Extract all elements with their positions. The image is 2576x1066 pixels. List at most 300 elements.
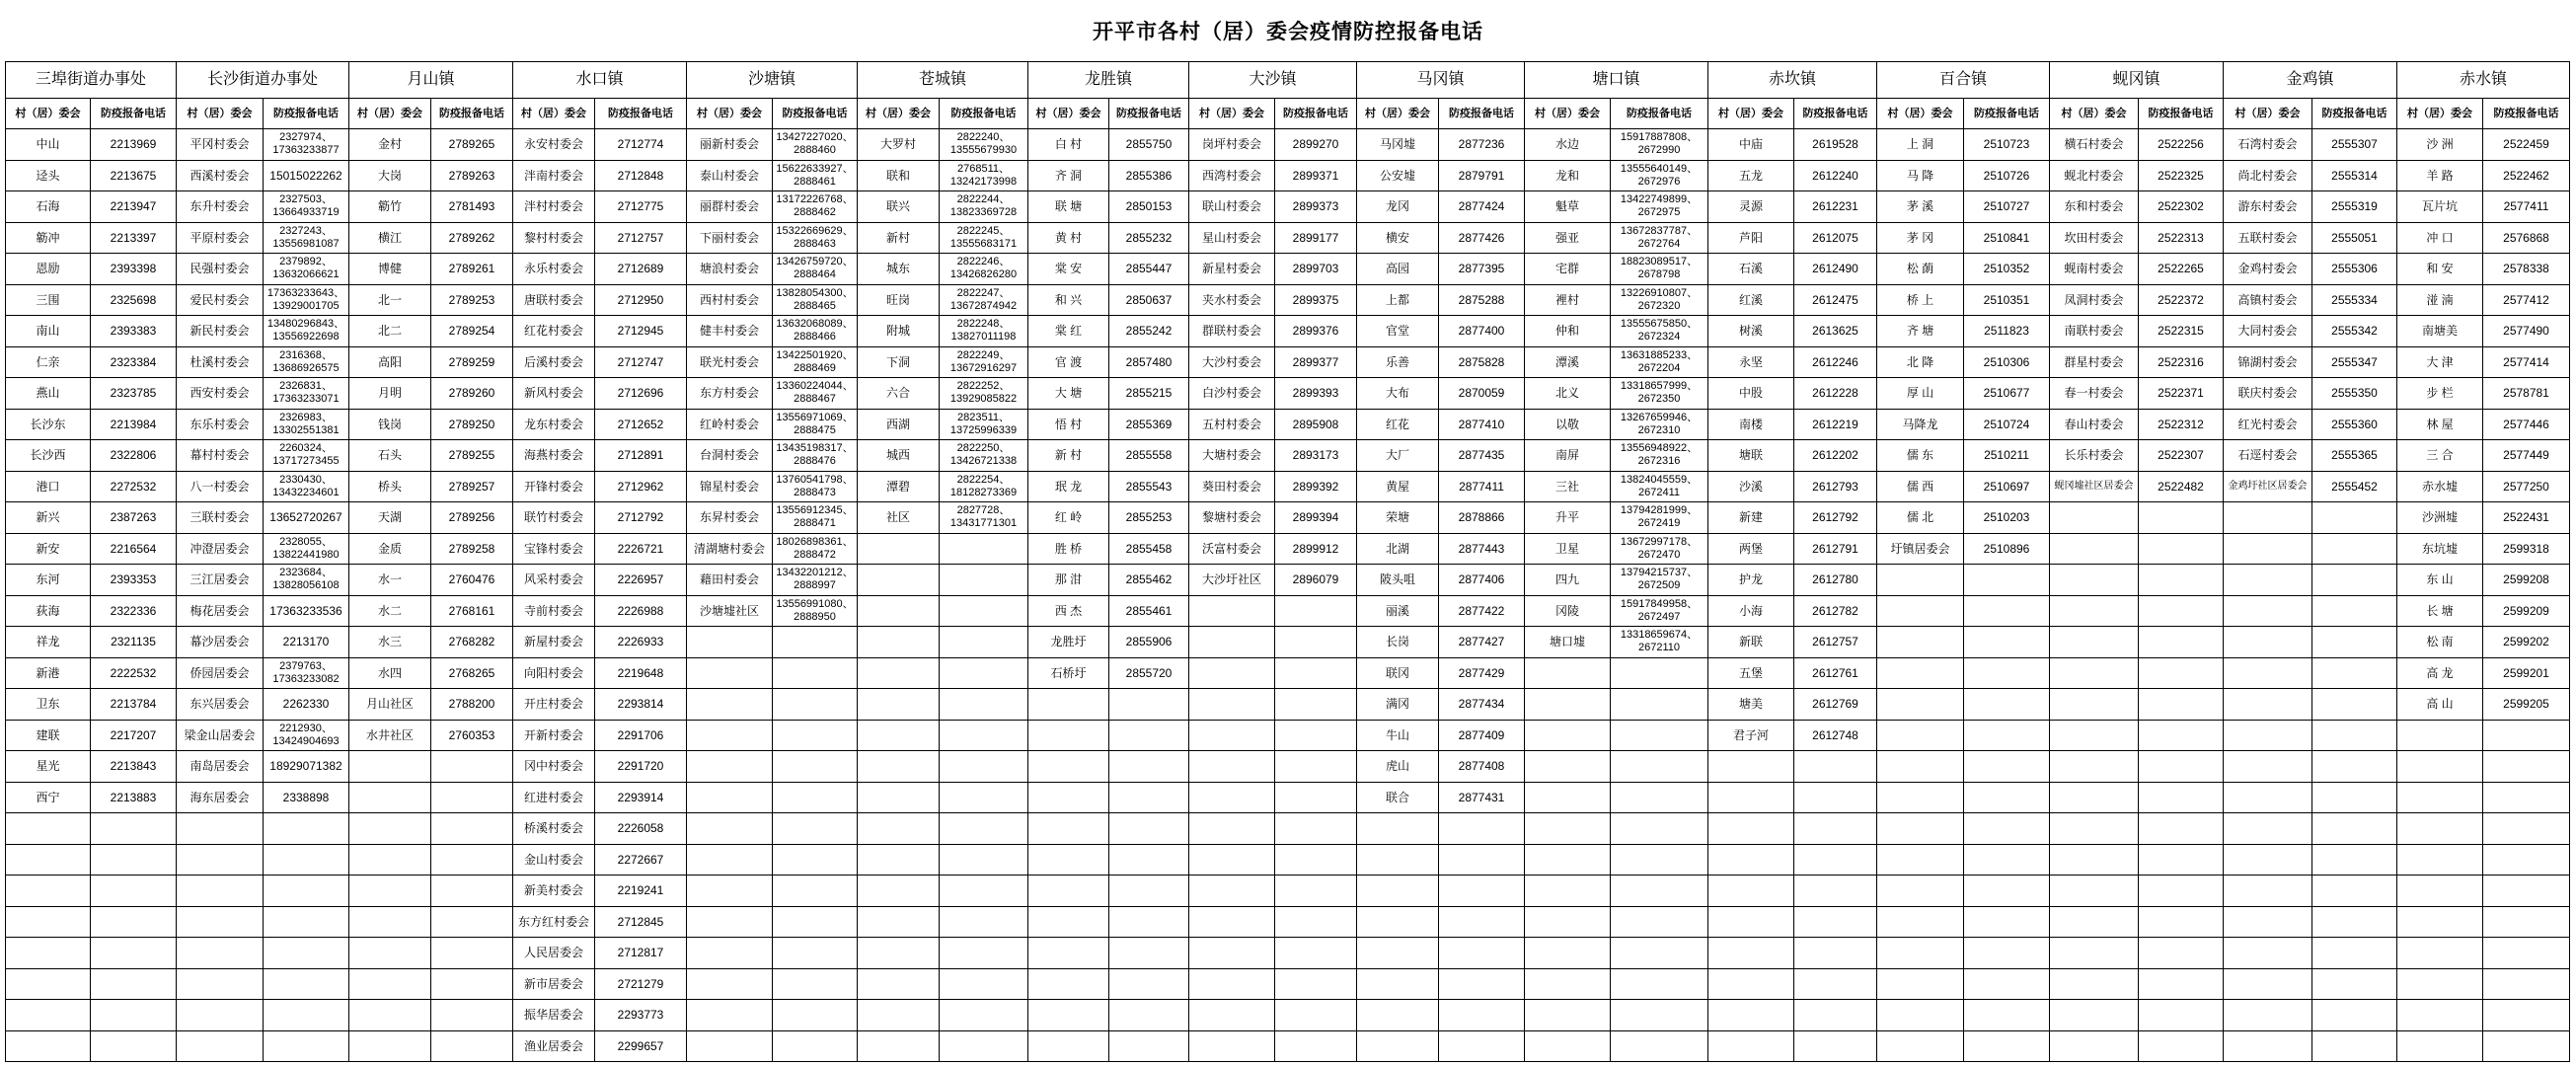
empty-cell: [858, 876, 940, 907]
village-name-cell: 北湖: [1357, 534, 1439, 566]
empty-cell: [2224, 813, 2312, 845]
empty-cell: [2483, 907, 2570, 939]
empty-cell: [2224, 969, 2312, 1001]
empty-cell: [940, 721, 1028, 752]
empty-cell: [1611, 751, 1708, 783]
empty-cell: [1109, 876, 1189, 907]
phone-cell: 2877426: [1439, 223, 1525, 255]
village-name-cell: 新星村委会: [1189, 254, 1275, 285]
phone-cell: 2899392: [1275, 472, 1357, 503]
phone-cell: 2712891: [595, 440, 687, 472]
empty-cell: [2224, 689, 2312, 721]
village-name-cell: 茅 冈: [1877, 223, 1964, 255]
empty-cell: [1964, 876, 2050, 907]
empty-cell: [1439, 969, 1525, 1001]
column-header-phone: 防疫报备电话: [595, 99, 687, 129]
phone-cell: 2877400: [1439, 316, 1525, 347]
column-header-village: 村（居）委会: [2050, 99, 2139, 129]
empty-cell: [6, 969, 91, 1001]
empty-cell: [1189, 751, 1275, 783]
empty-cell: [1964, 845, 2050, 876]
village-name-cell: 珉 龙: [1028, 472, 1109, 503]
phone-cell: 2789259: [431, 347, 513, 379]
village-name-cell: 星山村委会: [1189, 223, 1275, 255]
village-name-cell: 永坚: [1708, 347, 1794, 379]
empty-cell: [1611, 938, 1708, 969]
phone-cell: 2226957: [595, 565, 687, 596]
empty-cell: [1439, 845, 1525, 876]
village-name-cell: 桥头: [349, 472, 431, 503]
village-name-cell: 卫东: [6, 689, 91, 721]
section-header: 塘口镇: [1525, 62, 1708, 99]
phone-cell: 2577414: [2483, 347, 2570, 379]
column-header-village: 村（居）委会: [1357, 99, 1439, 129]
empty-cell: [1109, 751, 1189, 783]
phone-cell: 2226988: [595, 596, 687, 628]
empty-cell: [1028, 783, 1109, 814]
empty-cell: [1877, 783, 1964, 814]
phone-cell: 2510726: [1964, 161, 2050, 192]
phone-cell: 2387263: [91, 502, 177, 534]
section-header: 水口镇: [513, 62, 687, 99]
column-header-village: 村（居）委会: [513, 99, 595, 129]
village-name-cell: 东和村委会: [2050, 191, 2139, 223]
village-name-cell: 金鸡村委会: [2224, 254, 2312, 285]
phone-cell: 2712689: [595, 254, 687, 285]
phone-cell: 2599201: [2483, 658, 2570, 690]
village-name-cell: 满冈: [1357, 689, 1439, 721]
phone-cell: 2895908: [1275, 410, 1357, 441]
village-name-cell: 燕山: [6, 378, 91, 410]
phone-cell: 2599318: [2483, 534, 2570, 566]
phone-cell: 2379763、17363233082: [264, 658, 349, 690]
empty-cell: [2312, 596, 2397, 628]
empty-cell: [858, 1031, 940, 1063]
empty-cell: [2139, 596, 2224, 628]
phone-cell: 15322669629、2888463: [773, 223, 858, 255]
phone-cell: 2323384: [91, 347, 177, 379]
phone-cell: 2599209: [2483, 596, 2570, 628]
page-title: 开平市各村（居）委会疫情防控报备电话: [1093, 21, 1483, 43]
phone-cell: 2293814: [595, 689, 687, 721]
empty-cell: [2139, 534, 2224, 566]
village-name-cell: 水井社区: [349, 721, 431, 752]
empty-cell: [1877, 907, 1964, 939]
empty-cell: [1028, 813, 1109, 845]
empty-cell: [1109, 969, 1189, 1001]
phone-cell: 15015022262: [264, 161, 349, 192]
village-name-cell: 龙胜圩: [1028, 627, 1109, 658]
phone-cell: 2768161: [431, 596, 513, 628]
empty-cell: [940, 783, 1028, 814]
empty-cell: [2312, 876, 2397, 907]
village-name-cell: 裡村: [1525, 285, 1611, 317]
phone-cell: 2899373: [1275, 191, 1357, 223]
village-name-cell: 高 山: [2397, 689, 2483, 721]
phone-cell: 2712652: [595, 410, 687, 441]
empty-cell: [2224, 751, 2312, 783]
empty-cell: [687, 721, 773, 752]
empty-cell: [1525, 813, 1611, 845]
village-name-cell: 上 洞: [1877, 129, 1964, 161]
phone-cell: 2510896: [1964, 534, 2050, 566]
empty-cell: [940, 813, 1028, 845]
phone-cell: 2822249、13672916297: [940, 347, 1028, 379]
phone-cell: 2213969: [91, 129, 177, 161]
phone-cell: 2613625: [1794, 316, 1877, 347]
village-name-cell: 沙洲墟: [2397, 502, 2483, 534]
phone-cell: 2899376: [1275, 316, 1357, 347]
village-name-cell: 社区: [858, 502, 940, 534]
phone-cell: 2612780: [1794, 565, 1877, 596]
village-name-cell: 升平: [1525, 502, 1611, 534]
village-name-cell: 群星村委会: [2050, 347, 2139, 379]
phone-cell: 2299657: [595, 1031, 687, 1063]
phone-cell: 2855232: [1109, 223, 1189, 255]
village-name-cell: 三江居委会: [177, 565, 264, 596]
phone-cell: 2213883: [91, 783, 177, 814]
phone-cell: 2822246、13426826280: [940, 254, 1028, 285]
phone-cell: 2213843: [91, 751, 177, 783]
empty-cell: [177, 845, 264, 876]
empty-cell: [687, 969, 773, 1001]
empty-cell: [177, 907, 264, 939]
empty-cell: [1275, 813, 1357, 845]
empty-cell: [91, 1000, 177, 1031]
phone-cell: 2619528: [1794, 129, 1877, 161]
village-name-cell: 中庙: [1708, 129, 1794, 161]
phone-cell: 2510306: [1964, 347, 2050, 379]
empty-cell: [2139, 938, 2224, 969]
empty-cell: [2397, 938, 2483, 969]
phone-cell: 2822250、13426721338: [940, 440, 1028, 472]
phone-cell: 2522371: [2139, 378, 2224, 410]
phone-cell: 2599205: [2483, 689, 2570, 721]
empty-cell: [6, 813, 91, 845]
phone-cell: 2577449: [2483, 440, 2570, 472]
empty-cell: [1028, 1031, 1109, 1063]
empty-cell: [940, 845, 1028, 876]
empty-cell: [6, 876, 91, 907]
village-name-cell: 新安: [6, 534, 91, 566]
empty-cell: [1877, 565, 1964, 596]
empty-cell: [2050, 783, 2139, 814]
empty-cell: [1877, 627, 1964, 658]
village-name-cell: 八一村委会: [177, 472, 264, 503]
empty-cell: [2139, 845, 2224, 876]
village-name-cell: 开庄村委会: [513, 689, 595, 721]
empty-cell: [1964, 596, 2050, 628]
phone-cell: 2877427: [1439, 627, 1525, 658]
phone-cell: 2875828: [1439, 347, 1525, 379]
empty-cell: [2050, 751, 2139, 783]
phone-cell: 2578781: [2483, 378, 2570, 410]
empty-cell: [1794, 1031, 1877, 1063]
village-name-cell: 大同村委会: [2224, 316, 2312, 347]
empty-cell: [431, 969, 513, 1001]
empty-cell: [2312, 969, 2397, 1001]
empty-cell: [1275, 1031, 1357, 1063]
empty-cell: [773, 658, 858, 690]
empty-cell: [773, 938, 858, 969]
village-name-cell: 官堂: [1357, 316, 1439, 347]
section-header: 蚬冈镇: [2050, 62, 2224, 99]
village-name-cell: 城东: [858, 254, 940, 285]
empty-cell: [1275, 751, 1357, 783]
village-name-cell: 唐联村委会: [513, 285, 595, 317]
empty-cell: [1109, 907, 1189, 939]
village-name-cell: 和 兴: [1028, 285, 1109, 317]
village-name-cell: 凤洞村委会: [2050, 285, 2139, 317]
village-name-cell: 联山村委会: [1189, 191, 1275, 223]
village-name-cell: 石溪: [1708, 254, 1794, 285]
village-name-cell: 水二: [349, 596, 431, 628]
empty-cell: [2050, 627, 2139, 658]
empty-cell: [858, 689, 940, 721]
phone-cell: 2272667: [595, 845, 687, 876]
phone-cell: 13432201212、2888997: [773, 565, 858, 596]
village-name-cell: 塘浪村委会: [687, 254, 773, 285]
phone-cell: 13427227020、2888460: [773, 129, 858, 161]
empty-cell: [2312, 1031, 2397, 1063]
phone-cell: 2789258: [431, 534, 513, 566]
empty-cell: [2397, 783, 2483, 814]
village-name-cell: 东兴居委会: [177, 689, 264, 721]
column-header-village: 村（居）委会: [1708, 99, 1794, 129]
phone-cell: 2260324、13717273455: [264, 440, 349, 472]
village-name-cell: 游东村委会: [2224, 191, 2312, 223]
village-name-cell: 赤水墟: [2397, 472, 2483, 503]
empty-cell: [2050, 721, 2139, 752]
village-name-cell: 红花村委会: [513, 316, 595, 347]
empty-cell: [1611, 1000, 1708, 1031]
phone-cell: 2522316: [2139, 347, 2224, 379]
village-name-cell: 红进村委会: [513, 783, 595, 814]
phone-cell: 2293914: [595, 783, 687, 814]
village-name-cell: 君子河: [1708, 721, 1794, 752]
village-name-cell: 新港: [6, 658, 91, 690]
empty-cell: [177, 813, 264, 845]
village-name-cell: 三 合: [2397, 440, 2483, 472]
village-name-cell: 魁草: [1525, 191, 1611, 223]
column-header-village: 村（居）委会: [2224, 99, 2312, 129]
phone-cell: 13794215737、2672509: [1611, 565, 1708, 596]
empty-cell: [1189, 813, 1275, 845]
empty-cell: [264, 813, 349, 845]
phone-cell: 2712775: [595, 191, 687, 223]
phone-cell: 2219241: [595, 876, 687, 907]
phone-cell: 18823089517、2678798: [1611, 254, 1708, 285]
empty-cell: [1708, 783, 1794, 814]
empty-cell: [2050, 1000, 2139, 1031]
empty-cell: [1028, 845, 1109, 876]
village-name-cell: 振华居委会: [513, 1000, 595, 1031]
empty-cell: [1964, 689, 2050, 721]
village-name-cell: 五堡: [1708, 658, 1794, 690]
phone-cell: 2522313: [2139, 223, 2224, 255]
phone-cell: 2712817: [595, 938, 687, 969]
section-header: 长沙街道办事处: [177, 62, 349, 99]
empty-cell: [2397, 751, 2483, 783]
empty-cell: [1028, 751, 1109, 783]
village-name-cell: 星光: [6, 751, 91, 783]
village-name-cell: 港口: [6, 472, 91, 503]
village-name-cell: 高 龙: [2397, 658, 2483, 690]
phone-cell: 13480296843、13556922698: [264, 316, 349, 347]
empty-cell: [264, 1000, 349, 1031]
section-header: 赤水镇: [2397, 62, 2570, 99]
village-name-cell: 泮南村委会: [513, 161, 595, 192]
phone-cell: 2877406: [1439, 565, 1525, 596]
phone-cell: 2612475: [1794, 285, 1877, 317]
village-name-cell: 长沙东: [6, 410, 91, 441]
empty-cell: [2224, 1000, 2312, 1031]
phone-cell: 2712757: [595, 223, 687, 255]
phone-cell: 2599202: [2483, 627, 2570, 658]
empty-cell: [2224, 596, 2312, 628]
empty-cell: [2397, 845, 2483, 876]
village-name-cell: 大厂: [1357, 440, 1439, 472]
village-name-cell: 三围: [6, 285, 91, 317]
empty-cell: [1877, 845, 1964, 876]
empty-cell: [1708, 907, 1794, 939]
phone-cell: 2316368、13686926575: [264, 347, 349, 379]
village-name-cell: 三联村委会: [177, 502, 264, 534]
village-name-cell: 海燕村委会: [513, 440, 595, 472]
village-name-cell: 树溪: [1708, 316, 1794, 347]
village-name-cell: 迳头: [6, 161, 91, 192]
village-name-cell: 荻海: [6, 596, 91, 628]
village-name-cell: 南塘美: [2397, 316, 2483, 347]
empty-cell: [1611, 907, 1708, 939]
empty-cell: [1611, 658, 1708, 690]
empty-cell: [2139, 627, 2224, 658]
empty-cell: [858, 845, 940, 876]
empty-cell: [1794, 876, 1877, 907]
empty-cell: [349, 969, 431, 1001]
empty-cell: [1109, 813, 1189, 845]
village-name-cell: 西安村委会: [177, 378, 264, 410]
phone-cell: 2511823: [1964, 316, 2050, 347]
empty-cell: [1794, 1000, 1877, 1031]
phone-cell: 13318659674、2672110: [1611, 627, 1708, 658]
village-name-cell: 南联村委会: [2050, 316, 2139, 347]
village-name-cell: 平原村委会: [177, 223, 264, 255]
phone-cell: 2293773: [595, 1000, 687, 1031]
empty-cell: [1525, 876, 1611, 907]
column-header-phone: 防疫报备电话: [1611, 99, 1708, 129]
village-name-cell: 北 降: [1877, 347, 1964, 379]
village-name-cell: 沙塘墟社区: [687, 596, 773, 628]
empty-cell: [1611, 876, 1708, 907]
empty-cell: [940, 969, 1028, 1001]
empty-cell: [2312, 627, 2397, 658]
phone-cell: 2510727: [1964, 191, 2050, 223]
village-name-cell: 金山村委会: [513, 845, 595, 876]
village-name-cell: 公安墟: [1357, 161, 1439, 192]
empty-cell: [2312, 534, 2397, 566]
empty-cell: [431, 813, 513, 845]
village-name-cell: 民强村委会: [177, 254, 264, 285]
phone-cell: 2323785: [91, 378, 177, 410]
empty-cell: [773, 783, 858, 814]
column-header-phone: 防疫报备电话: [1109, 99, 1189, 129]
empty-cell: [940, 689, 1028, 721]
empty-cell: [940, 1031, 1028, 1063]
village-name-cell: 厚 山: [1877, 378, 1964, 410]
village-name-cell: 北一: [349, 285, 431, 317]
village-name-cell: 新兴: [6, 502, 91, 534]
empty-cell: [773, 969, 858, 1001]
empty-cell: [1357, 845, 1439, 876]
phone-cell: 2877443: [1439, 534, 1525, 566]
empty-cell: [858, 751, 940, 783]
empty-cell: [1275, 689, 1357, 721]
village-name-cell: 六合: [858, 378, 940, 410]
empty-cell: [1275, 596, 1357, 628]
village-name-cell: 塘联: [1708, 440, 1794, 472]
phone-cell: 2855558: [1109, 440, 1189, 472]
phone-cell: 13435198317、2888476: [773, 440, 858, 472]
empty-cell: [858, 658, 940, 690]
phone-cell: 2522312: [2139, 410, 2224, 441]
empty-cell: [1877, 876, 1964, 907]
empty-cell: [2397, 1031, 2483, 1063]
empty-cell: [1275, 969, 1357, 1001]
phone-table: [5, 61, 2570, 1062]
empty-cell: [1357, 876, 1439, 907]
phone-cell: 13556948922、2672316: [1611, 440, 1708, 472]
section-header: 苍城镇: [858, 62, 1028, 99]
empty-cell: [1708, 969, 1794, 1001]
village-name-cell: 幕村村委会: [177, 440, 264, 472]
phone-cell: 13824045559、2672411: [1611, 472, 1708, 503]
phone-cell: 2855461: [1109, 596, 1189, 628]
village-name-cell: 潭碧: [858, 472, 940, 503]
empty-cell: [2050, 502, 2139, 534]
section-header: 月山镇: [349, 62, 513, 99]
empty-cell: [773, 813, 858, 845]
village-name-cell: 金村: [349, 129, 431, 161]
phone-cell: 13672837787、2672764: [1611, 223, 1708, 255]
phone-cell: 2877429: [1439, 658, 1525, 690]
empty-cell: [2312, 938, 2397, 969]
village-name-cell: 新民村委会: [177, 316, 264, 347]
empty-cell: [773, 907, 858, 939]
empty-cell: [1109, 783, 1189, 814]
empty-cell: [1275, 658, 1357, 690]
empty-cell: [773, 1031, 858, 1063]
village-name-cell: 齐 洞: [1028, 161, 1109, 192]
phone-cell: 2899393: [1275, 378, 1357, 410]
empty-cell: [1189, 596, 1275, 628]
empty-cell: [1189, 721, 1275, 752]
empty-cell: [2224, 534, 2312, 566]
phone-cell: 2213675: [91, 161, 177, 192]
empty-cell: [2312, 721, 2397, 752]
column-header-phone: 防疫报备电话: [940, 99, 1028, 129]
phone-cell: 2612793: [1794, 472, 1877, 503]
column-header-phone: 防疫报备电话: [1964, 99, 2050, 129]
phone-cell: 2522459: [2483, 129, 2570, 161]
empty-cell: [1794, 751, 1877, 783]
phone-cell: 2555347: [2312, 347, 2397, 379]
column-header-village: 村（居）委会: [858, 99, 940, 129]
village-name-cell: 五龙: [1708, 161, 1794, 192]
phone-cell: 2577490: [2483, 316, 2570, 347]
empty-cell: [1964, 721, 2050, 752]
phone-cell: 2877424: [1439, 191, 1525, 223]
